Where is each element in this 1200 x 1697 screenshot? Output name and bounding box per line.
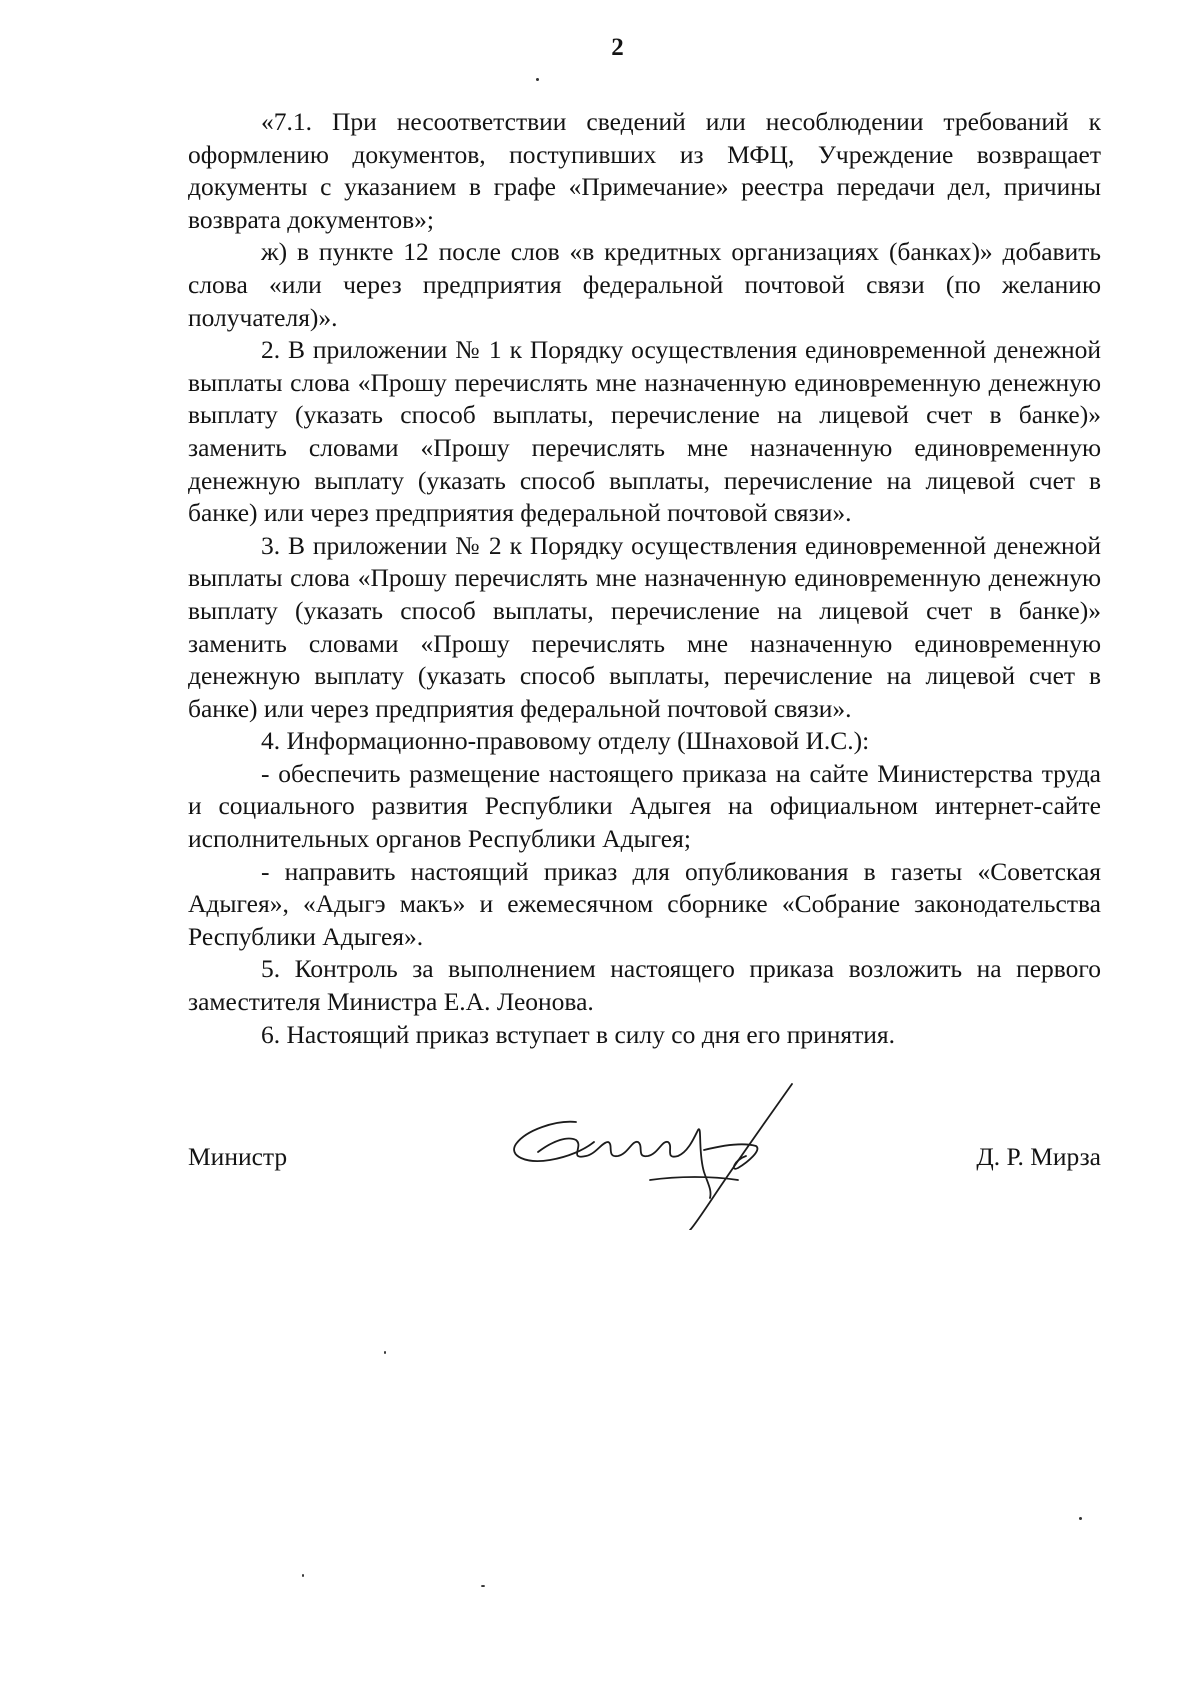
signatory-name: Д. Р. Мирза (976, 1142, 1101, 1171)
paragraph-5: 5. Контроль за выполнением настоящего приказа возложить на первого заместителя Министра Е.А. Леонова. (188, 954, 1101, 1017)
paragraph-4-item-2: - направить настоящий приказ для опубликования в газеты «Советская Адыгея», «Адыгэ макъ» и ежемесячном сборнике «Собрание законодательства Республики Адыгея». (188, 856, 1101, 951)
scan-speck (1079, 1517, 1082, 1520)
signatory-title: Министр (188, 1142, 288, 1171)
paragraph-3: 3. В приложении № 2 к Порядку осуществления единовременной денежной выплаты слова «Прошу перечислять мне назначенную единовременную денежную выплату (указать способ выплаты, перечисление на лицевой счет в банке)» заменить словами «Прошу перечислять мне назначенную единовременную денежную выплату (указать способ выплаты, перечисление на лицевой счет в банке) или через предприятия федеральной почтовой связи». (188, 530, 1101, 723)
scan-speck (384, 1351, 386, 1354)
page-number: 2 (611, 34, 624, 61)
scan-speck (536, 78, 539, 81)
paragraph-7-1: «7.1. При несоответствии сведений или несоблюдении требований к оформлению документов, поступивших из МФЦ, Учреждение возвращает документы с указанием в графе «Примечание» реестра передачи дел, причины возврата документов»; (188, 107, 1101, 234)
paragraph-2: 2. В приложении № 1 к Порядку осуществления единовременной денежной выплаты слова «Прошу перечислять мне назначенную единовременную денежную выплату (указать способ выплаты, перечисление на лицевой счет в банке)» заменить словами «Прошу перечислять мне назначенную единовременную денежную выплату (указать способ выплаты, перечисление на лицевой счет в банке) или через предприятия федеральной почтовой связи». (188, 335, 1101, 528)
paragraph-zh: ж) в пункте 12 после слов «в кредитных организациях (банках)» добавить слова «или через предприятия федеральной почтовой связи (по желанию получателя)». (188, 237, 1101, 332)
scan-speck (302, 1574, 304, 1577)
signature-block (188, 1142, 1101, 1342)
handwritten-signature (498, 1080, 808, 1230)
scan-speck (481, 1585, 485, 1587)
paragraph-4-item-1: - обеспечить размещение настоящего приказа на сайте Министерства труда и социального развития Республики Адыгея на официальном интернет-сайте исполнительных органов Республики Адыгея; (188, 758, 1101, 854)
paragraph-4: 4. Информационно-правовому отделу (Шнаховой И.С.): (261, 726, 870, 756)
document-body (188, 106, 1101, 1051)
paragraph-6: 6. Настоящий приказ вступает в силу со дня его принятия. (261, 1019, 896, 1049)
